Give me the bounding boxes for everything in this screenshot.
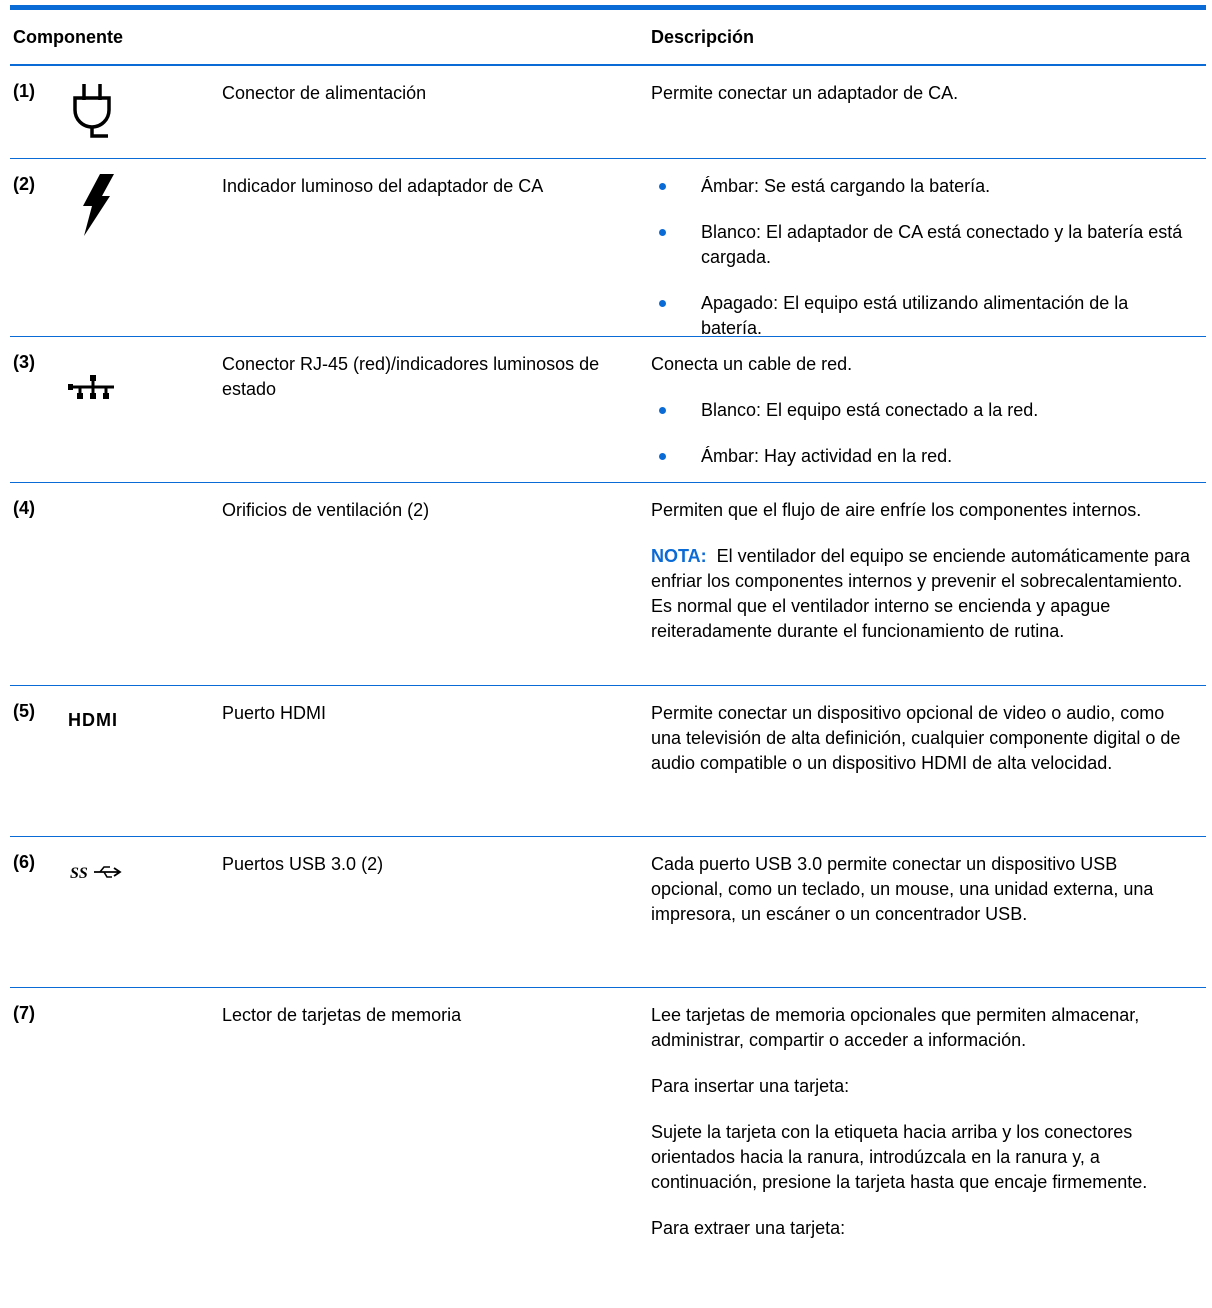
- bullet-item: Ámbar: Se está cargando la batería.: [651, 174, 1191, 199]
- description-text: Lee tarjetas de memoria opcionales que permiten almacenar, administrar, compartir o acceder a información.: [651, 1005, 1140, 1050]
- svg-text:SS: SS: [70, 865, 88, 881]
- description-text: Permiten que el flujo de aire enfríe los componentes internos.: [651, 500, 1142, 520]
- components-table: [10, 5, 1206, 1308]
- row-number: (1): [13, 81, 35, 101]
- row-number: (3): [13, 352, 35, 372]
- bullet-item: Ámbar: Hay actividad en la red.: [651, 444, 1191, 469]
- row-number: (6): [13, 852, 35, 872]
- table-header: [10, 10, 1206, 66]
- usb-superspeed-icon: [70, 863, 122, 886]
- component-name: Indicador luminoso del adaptador de CA: [222, 176, 544, 196]
- component-name: Puertos USB 3.0 (2): [222, 854, 384, 874]
- component-name: Lector de tarjetas de memoria: [222, 1005, 462, 1025]
- table-row: [10, 837, 1206, 988]
- description-text: Cada puerto USB 3.0 permite conectar un dispositivo USB opcional, como un teclado, un mouse, una unidad externa, una impresora, un escáner o un concentrador USB.: [651, 854, 1154, 924]
- component-name: Puerto HDMI: [222, 703, 327, 723]
- component-description: [651, 337, 1191, 482]
- description-text: Sujete la tarjeta con la etiqueta hacia arriba y los conectores orientados hacia la ranura, introdúzcala en la ranura y, a continuación, presione la tarjeta hasta que encaje firmemente.: [651, 1122, 1148, 1192]
- table-row: [10, 159, 1206, 337]
- lightning-bolt-icon: [80, 174, 114, 241]
- description-text: Permite conectar un adaptador de CA.: [651, 83, 959, 103]
- component-description: [651, 66, 1191, 158]
- row-number: (2): [13, 174, 35, 194]
- component-name: Orificios de ventilación (2): [222, 500, 430, 520]
- description-text: Para insertar una tarjeta:: [651, 1076, 850, 1096]
- note-paragraph: [651, 544, 1191, 644]
- bullet-item: Blanco: El equipo está conectado a la red.: [651, 398, 1191, 423]
- network-icon: [68, 375, 118, 406]
- description-text: Conecta un cable de red.: [651, 354, 853, 374]
- table-row: [10, 337, 1206, 483]
- row-number: (5): [13, 701, 35, 721]
- bullet-icon: [651, 291, 701, 341]
- svg-text:HDMI: HDMI: [68, 710, 118, 730]
- note-label: NOTA:: [651, 546, 707, 566]
- hdmi-icon: [68, 710, 140, 735]
- component-description: [651, 686, 1191, 836]
- component-description: [651, 988, 1191, 1308]
- bullet-icon: [651, 220, 701, 270]
- power-plug-icon: [72, 80, 112, 149]
- table-row: [10, 988, 1206, 1308]
- row-number: (4): [13, 498, 35, 518]
- component-description: [651, 837, 1191, 987]
- table-row: [10, 483, 1206, 686]
- component-name: Conector de alimentación: [222, 83, 427, 103]
- bullet-icon: [651, 444, 701, 469]
- table-row: [10, 66, 1206, 159]
- component-description: [651, 159, 1191, 336]
- bullet-icon: [651, 174, 701, 199]
- note-text: El ventilador del equipo se enciende automáticamente para enfriar los componentes internos y prevenir el sobrecalentamiento. Es normal que el ventilador interno se encienda y apague reiteradamente durante el funcionamiento de rutina.: [651, 546, 1190, 641]
- header-component: Componente: [13, 26, 123, 47]
- bullet-item: Blanco: El adaptador de CA está conectado y la batería está cargada.: [651, 220, 1191, 270]
- description-text: Para extraer una tarjeta:: [651, 1218, 846, 1238]
- component-description: [651, 483, 1191, 685]
- bullet-item: Apagado: El equipo está utilizando alimentación de la batería.: [651, 291, 1191, 341]
- description-text: Permite conectar un dispositivo opcional de video o audio, como una televisión de alta definición, cualquier componente digital o de audio compatible o un dispositivo HDMI de alta velocidad.: [651, 703, 1181, 773]
- bullet-icon: [651, 398, 701, 423]
- header-description: Descripción: [651, 26, 755, 47]
- table-row: [10, 686, 1206, 837]
- row-number: (7): [13, 1003, 35, 1023]
- component-name: Conector RJ-45 (red)/indicadores luminosos de estado: [222, 354, 600, 399]
